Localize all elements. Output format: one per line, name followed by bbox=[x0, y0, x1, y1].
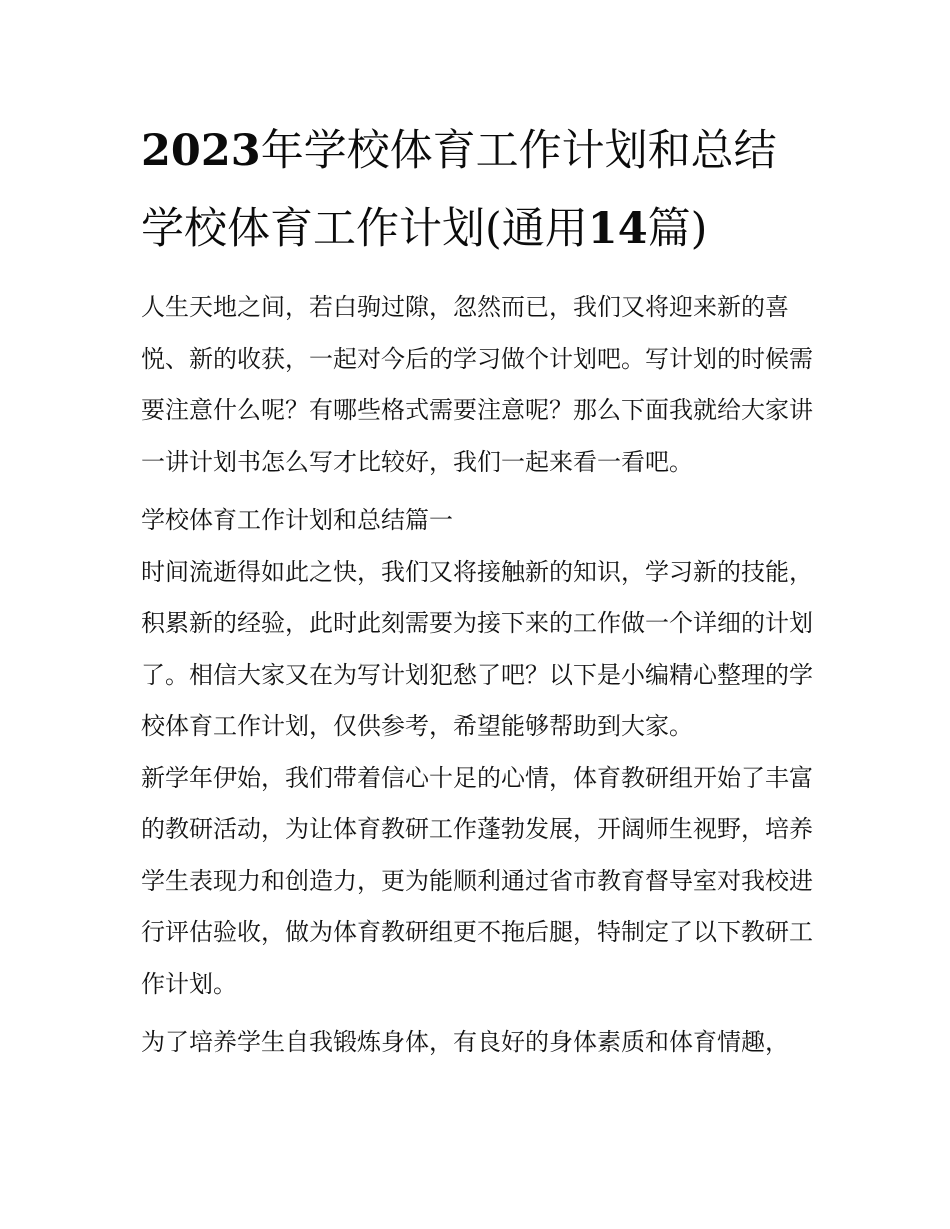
section-heading: 学校体育工作计划和总结篇一 bbox=[141, 506, 453, 534]
body-paragraph: 新学年伊始，我们带着信心十足的心情，体育教研组开始了丰富的教研活动，为让体育教研工作蓬勃发展，开阔师生视野，培养学生表现力和创造力，更为能顺利通过省市教育督导室对我校进行评估验收，做为体育教研组更不拖后腿，特制定了以下教研工作计划。 bbox=[141, 763, 813, 998]
body-paragraph: 时间流逝得如此之快，我们又将接触新的知识，学习新的技能，积累新的经验，此时此刻需要为接下来的工作做一个详细的计划了。相信大家又在为写计划犯愁了吧？以下是小编精心整理的学校体育工作计划，仅供参考，希望能够帮助到大家。 bbox=[141, 557, 813, 740]
title-main: 年学校体育工作计划和总结 学校体育工作计划(通用 bbox=[141, 126, 777, 254]
title-year: 2023 bbox=[141, 126, 261, 176]
document-body bbox=[141, 112, 813, 1069]
title-end: 篇) bbox=[647, 204, 708, 254]
document-title bbox=[141, 112, 813, 268]
body-paragraph: 为了培养学生自我锻炼身体，有良好的身体素质和体育情趣， bbox=[141, 1028, 789, 1056]
intro-paragraph: 人生天地之间，若白驹过隙，忽然而已，我们又将迎来新的喜悦、新的收获，一起对今后的学习做个计划吧。写计划的时候需要注意什么呢？有哪些格式需要注意呢？那么下面我就给大家讲一讲计划书怎么写才比较好，我们一起来看一看吧。 bbox=[141, 293, 813, 476]
title-count: 14 bbox=[587, 204, 648, 254]
